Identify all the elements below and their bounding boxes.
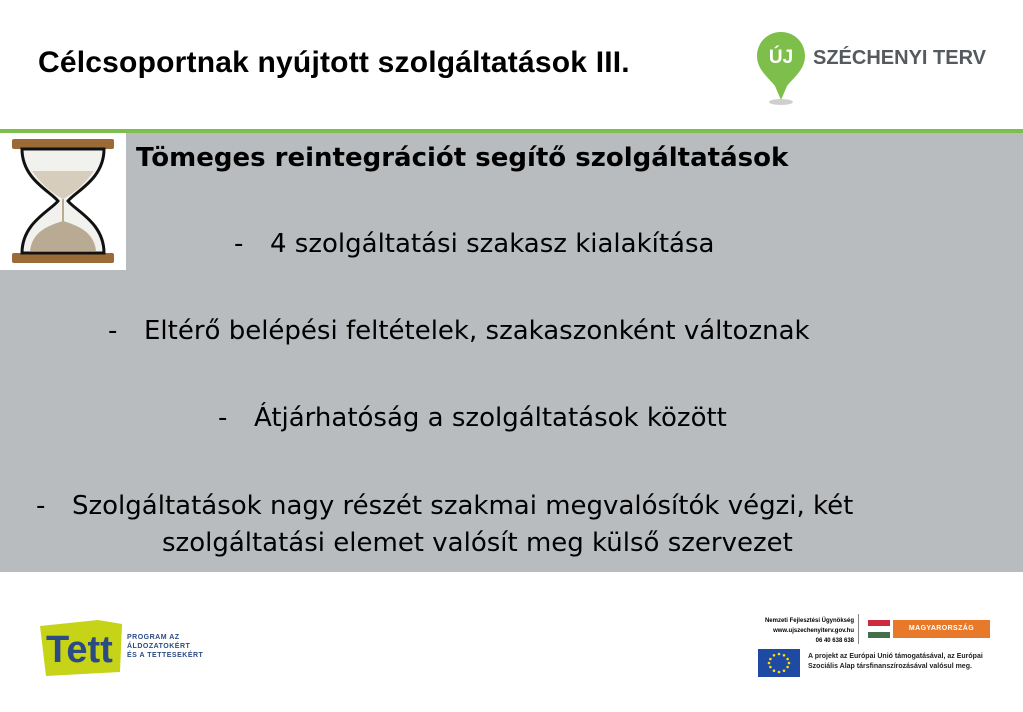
nfu-contact: Nemzeti Fejlesztési Ügynökség www.ujszechenyiterv.gov.hu 06 40 638 638: [764, 618, 854, 644]
slide-title: Célcsoportnak nyújtott szolgáltatások III.: [38, 46, 630, 79]
bullet-text: Átjárhatóság a szolgáltatások között: [254, 403, 727, 433]
section-heading: Tömeges reintegrációt segítő szolgáltatások: [136, 143, 789, 173]
footer-separator: [858, 614, 859, 644]
bullet-text: Eltérő belépési feltételek, szakaszonként változnak: [144, 316, 810, 346]
hourglass-icon: [0, 133, 126, 270]
bullet-text: Szolgáltatások nagy részét szakmai megvalósítók végzi, két: [72, 491, 854, 521]
hourglass-image: [0, 133, 126, 270]
magyarorszag-megujul-badge: MAGYARORSZÁG MEGÚJUL: [893, 620, 990, 638]
svg-text:ÚJ: ÚJ: [768, 47, 794, 68]
bullet-item: [234, 229, 714, 259]
svg-text:Tett: Tett: [46, 629, 113, 671]
bullet-dash: -: [234, 229, 244, 259]
eu-funding-notice: A projekt az Európai Unió támogatásával, az Európai Szociális Alap társfinanszírozásával valósul meg.: [808, 653, 983, 670]
eu-flag-icon: [758, 649, 800, 677]
bullet-item: [218, 403, 727, 433]
tett-subtitle: PROGRAM AZ ÁLDOZATOKÉRT ÉS A TETTESEKÉRT: [127, 634, 204, 659]
svg-text:SZÉCHENYI TERV: SZÉCHENYI TERV: [813, 47, 986, 69]
bullet-dash: -: [108, 316, 118, 346]
bullet-item: [108, 316, 810, 346]
bullet-dash: -: [218, 403, 228, 433]
hungarian-flag-icon: [868, 620, 890, 638]
bullet-continuation: szolgáltatási elemet valósít meg külső szervezet: [162, 528, 793, 558]
bullet-dash: -: [36, 491, 46, 521]
szechenyi-terv-logo: [755, 30, 995, 110]
bullet-item: [36, 491, 853, 521]
bullet-text: 4 szolgáltatási szakasz kialakítása: [270, 229, 715, 259]
